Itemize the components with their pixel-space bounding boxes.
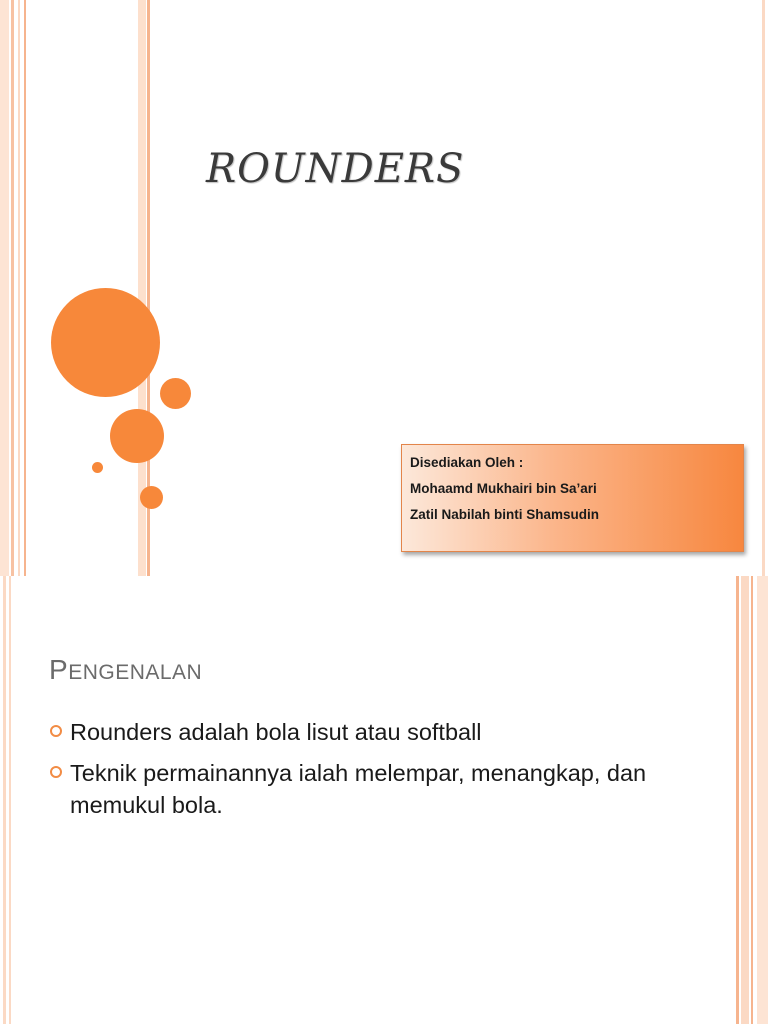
decorative-stripe	[9, 576, 11, 1024]
small-orange-circle	[160, 378, 191, 409]
author-name: Mohaamd Mukhairi bin Sa’ari	[410, 481, 597, 496]
author-name: Zatil Nabilah binti Shamsudin	[410, 507, 600, 522]
decorative-stripe	[736, 576, 739, 1024]
slide-heading	[49, 654, 202, 686]
decorative-stripe	[762, 0, 765, 576]
content-slide	[0, 576, 768, 1024]
small-orange-circle	[140, 486, 163, 509]
decorative-stripe	[757, 576, 768, 1024]
tiny-orange-circle	[92, 462, 103, 473]
author-box	[401, 444, 744, 552]
bullet-text: Teknik permainannya ialah melempar, menangkap, dan memukul bola.	[70, 760, 647, 818]
bullet-item	[50, 716, 690, 748]
circle-bullet-icon	[50, 766, 62, 778]
decorative-stripe	[3, 576, 6, 1024]
decorative-stripe	[11, 0, 14, 576]
decorative-stripe	[0, 0, 9, 576]
bullet-text: Rounders adalah bola lisut atau softball	[70, 719, 482, 745]
author-box-heading: Disediakan Oleh :	[410, 455, 524, 470]
slide-heading-initial: P	[49, 654, 69, 685]
large-orange-circle	[51, 288, 160, 397]
decorative-stripe	[24, 0, 26, 576]
circle-bullet-icon	[50, 725, 62, 737]
bullet-item	[50, 757, 690, 821]
decorative-stripe	[741, 576, 749, 1024]
decorative-stripe	[18, 0, 20, 576]
medium-orange-circle	[110, 409, 164, 463]
slide-heading-rest: ENGENALAN	[68, 661, 203, 684]
slide-title: ROUNDERS	[206, 146, 465, 192]
decorative-stripe	[751, 576, 753, 1024]
